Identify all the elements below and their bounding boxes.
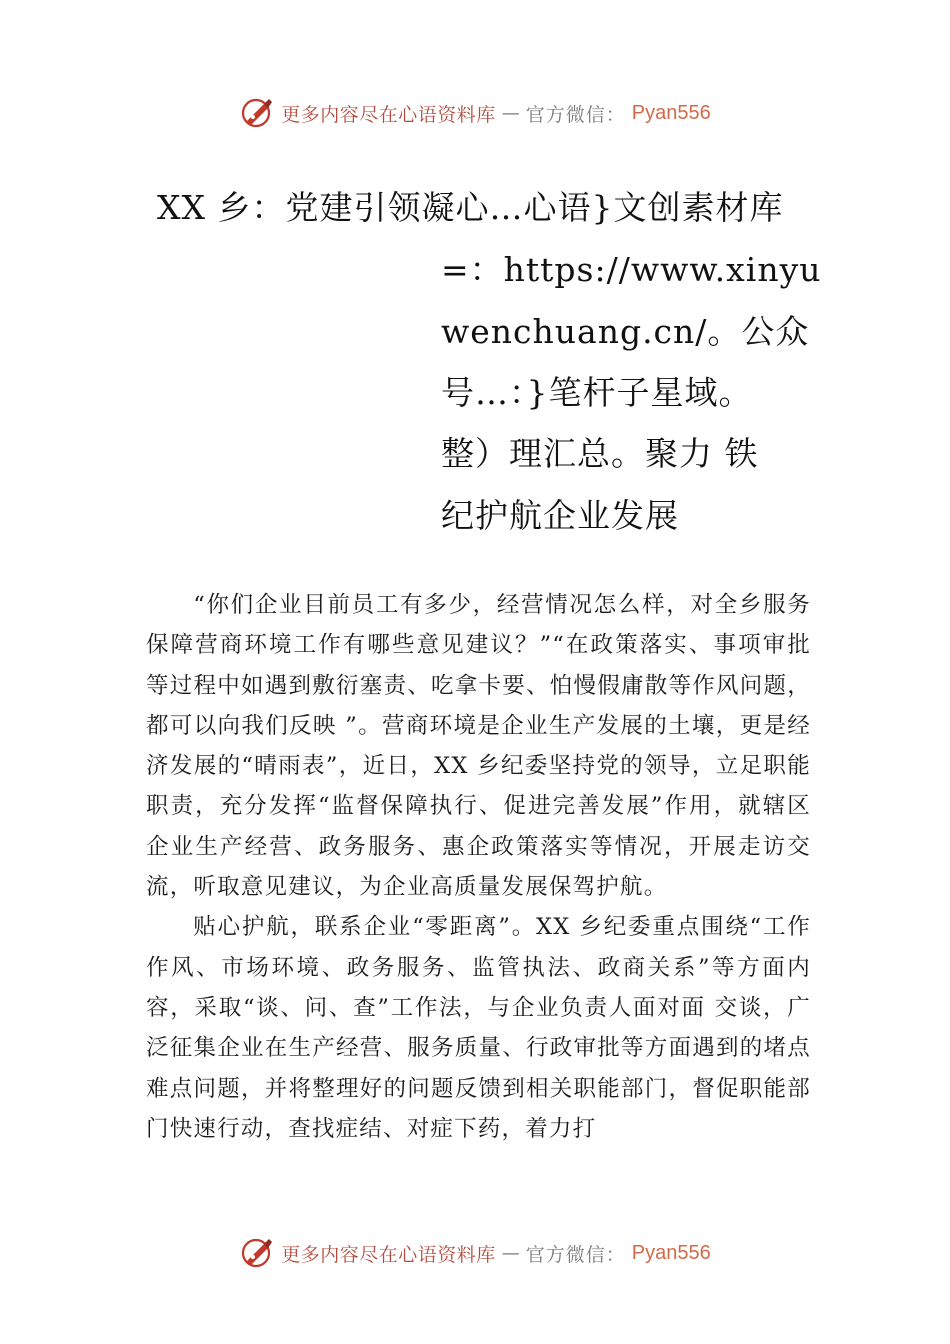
title-line-5: 整）理汇总。聚力 铁	[441, 434, 759, 473]
title-line-6: 纪护航企业发展	[441, 496, 679, 535]
title-line-3: wenchuang.cn/。公众	[441, 312, 810, 351]
footer-promo-text: 更多内容尽在心语资料库	[281, 1243, 496, 1266]
title-line-1: XX 乡：党建引领凝心…心语}文创素材库	[157, 188, 784, 227]
banner-promo-text: 更多内容尽在心语资料库	[281, 103, 496, 126]
footer-wechat-id: Pyan556	[631, 1241, 711, 1264]
article-body	[146, 585, 811, 1149]
title-line-2: =：https://www.xinyu	[441, 250, 822, 289]
header-banner	[0, 93, 950, 133]
banner-separator: —	[501, 102, 520, 124]
footer-separator: —	[501, 1242, 520, 1264]
paragraph-1: “你们企业目前员工有多少，经营情况怎么样，对全乡服务保障营商环境工作有哪些意见建议？”“在政策落实、事项审批等过程中如遇到敷衍塞责、吃拿卡要、怕慢假庸散等作风问题，都可以向我们反映 ”。营商环境是企业生产发展的土壤，更是经济发展的“晴雨表”，近日，XX 乡纪委坚持党的领导，立足职能职责，充分发挥“监督保障执行、促进完善发展”作用，就辖区企业生产经营、政务服务、惠企政策落实等情况，开展走访交流，听取意见建议，为企业高质量发展保驾护航。	[146, 592, 811, 901]
banner-wechat-label: 官方微信：	[525, 103, 626, 126]
pen-nib-logo-icon	[239, 1235, 275, 1271]
footer-wechat-label: 官方微信：	[525, 1243, 626, 1266]
paragraph-2: 贴心护航，联系企业“零距离”。XX 乡纪委重点围绕“工作作风、市场环境、政务服务、监管执法、政商关系”等方面内容，采取“谈、问、查”工作法，与企业负责人面对面 交谈，广泛征集企业在生产经营、服务质量、行政审批等方面遇到的堵点难点问题，并将整理好的问题反馈到相关职能部门，督促职能部门快速行动，查找症结、对症下药，着力打	[146, 914, 811, 1142]
footer-banner	[0, 1233, 950, 1273]
pen-nib-logo-icon	[239, 95, 275, 131]
banner-wechat-id: Pyan556	[631, 101, 711, 124]
title-line-4: 号…：}笔杆子星域。	[441, 373, 753, 412]
